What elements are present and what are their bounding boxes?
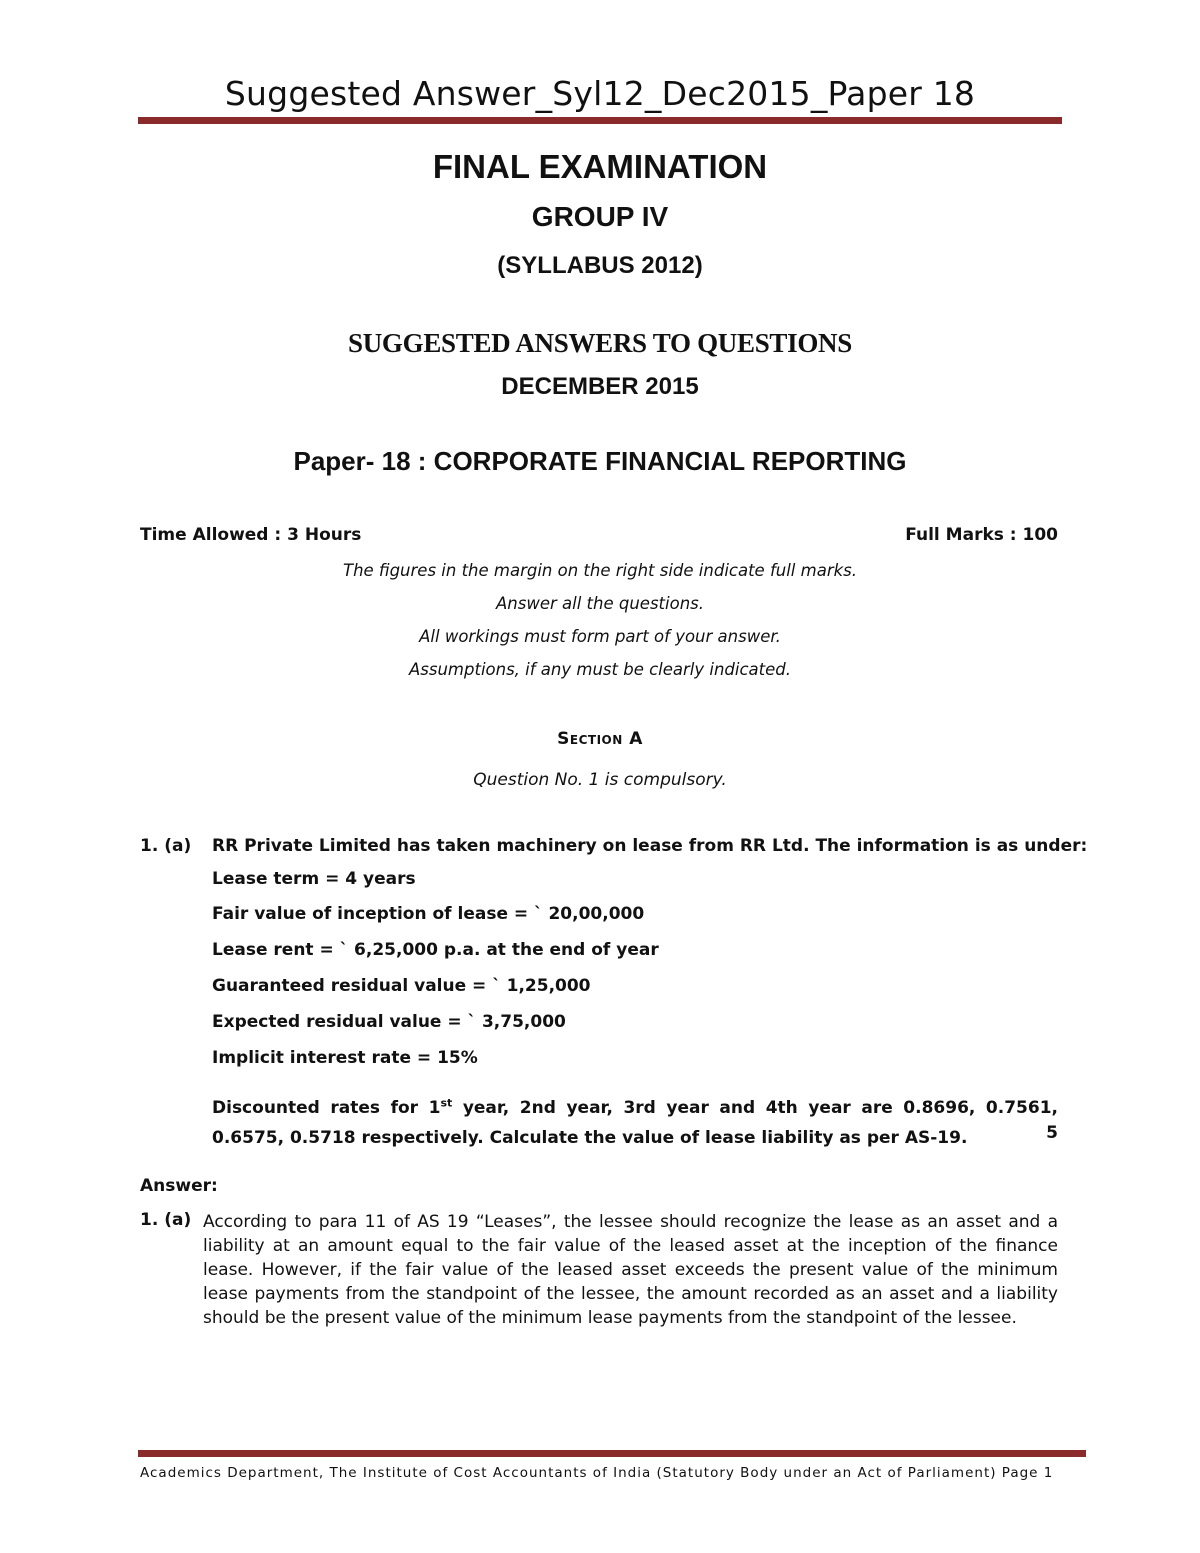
question-line: RR Private Limited has taken machinery on lease from RR Ltd. The information is as under: <box>212 836 1088 856</box>
instruction-line: The figures in the margin on the right side indicate full marks. <box>342 561 857 580</box>
section-heading: Section A <box>557 729 643 749</box>
question-line: Expected residual value = ` 3,75,000 <box>212 1012 566 1032</box>
question-line: Lease term = 4 years <box>212 869 416 889</box>
full-marks: Full Marks : 100 <box>905 525 1058 545</box>
answer-label: Answer: <box>140 1176 218 1196</box>
question-number: 1. (a) <box>140 836 192 856</box>
answer-number: 1. (a) <box>140 1210 192 1230</box>
page-header-title: Suggested Answer_Syl12_Dec2015_Paper 18 <box>224 74 976 113</box>
instruction-line: Answer all the questions. <box>496 594 704 613</box>
ordinal-suffix: st <box>440 1096 453 1110</box>
question-line: Fair value of inception of lease = ` 20,00,000 <box>212 904 645 924</box>
exam-title: FINAL EXAMINATION <box>432 148 768 185</box>
footer-rule <box>138 1450 1086 1457</box>
section-note: Question No. 1 is compulsory. <box>473 770 727 790</box>
header-rule <box>138 117 1062 124</box>
question-paragraph <box>212 1093 1058 1153</box>
question-paragraph-start: Discounted rates for 1 <box>212 1098 441 1118</box>
time-allowed: Time Allowed : 3 Hours <box>140 525 362 545</box>
suggested-answers-title: SUGGESTED ANSWERS TO QUESTIONS <box>348 328 852 358</box>
question-line: Guaranteed residual value = ` 1,25,000 <box>212 976 591 996</box>
question-line: Implicit interest rate = 15% <box>212 1048 478 1068</box>
question-line: Lease rent = ` 6,25,000 p.a. at the end of year <box>212 940 659 960</box>
instruction-line: All workings must form part of your answer. <box>419 627 781 646</box>
group-title: GROUP IV <box>531 201 669 232</box>
instruction-line: Assumptions, if any must be clearly indicated. <box>408 660 792 679</box>
answer-paragraph: According to para 11 of AS 19 “Leases”, the lessee should recognize the lease as an asset and a liability at an amount equal to the fair value of the leased asset at the inception of the finance lease. However, if the fair value of the leased asset exceeds the present value of the minimum lease payments from the standpoint of the lessee, the amount recorded as an asset and a liability should be the present value of the minimum lease payments from the standpoint of the lessee. <box>203 1212 1058 1328</box>
syllabus-title: (SYLLABUS 2012) <box>497 252 703 279</box>
question-paragraph-rest: year, 2nd year, 3rd year and 4th year are 0.8696, 0.7561, 0.6575, 0.5718 respectively. Calculate the value of lease liability as per AS-19. <box>212 1098 1058 1148</box>
question-marks: 5 <box>1046 1123 1058 1143</box>
session-title: DECEMBER 2015 <box>501 373 699 400</box>
page-footer: Academics Department, The Institute of Cost Accountants of India (Statutory Body under an Act of Parliament) Page 1 <box>140 1465 1054 1481</box>
paper-title: Paper- 18 : CORPORATE FINANCIAL REPORTING <box>293 446 907 476</box>
